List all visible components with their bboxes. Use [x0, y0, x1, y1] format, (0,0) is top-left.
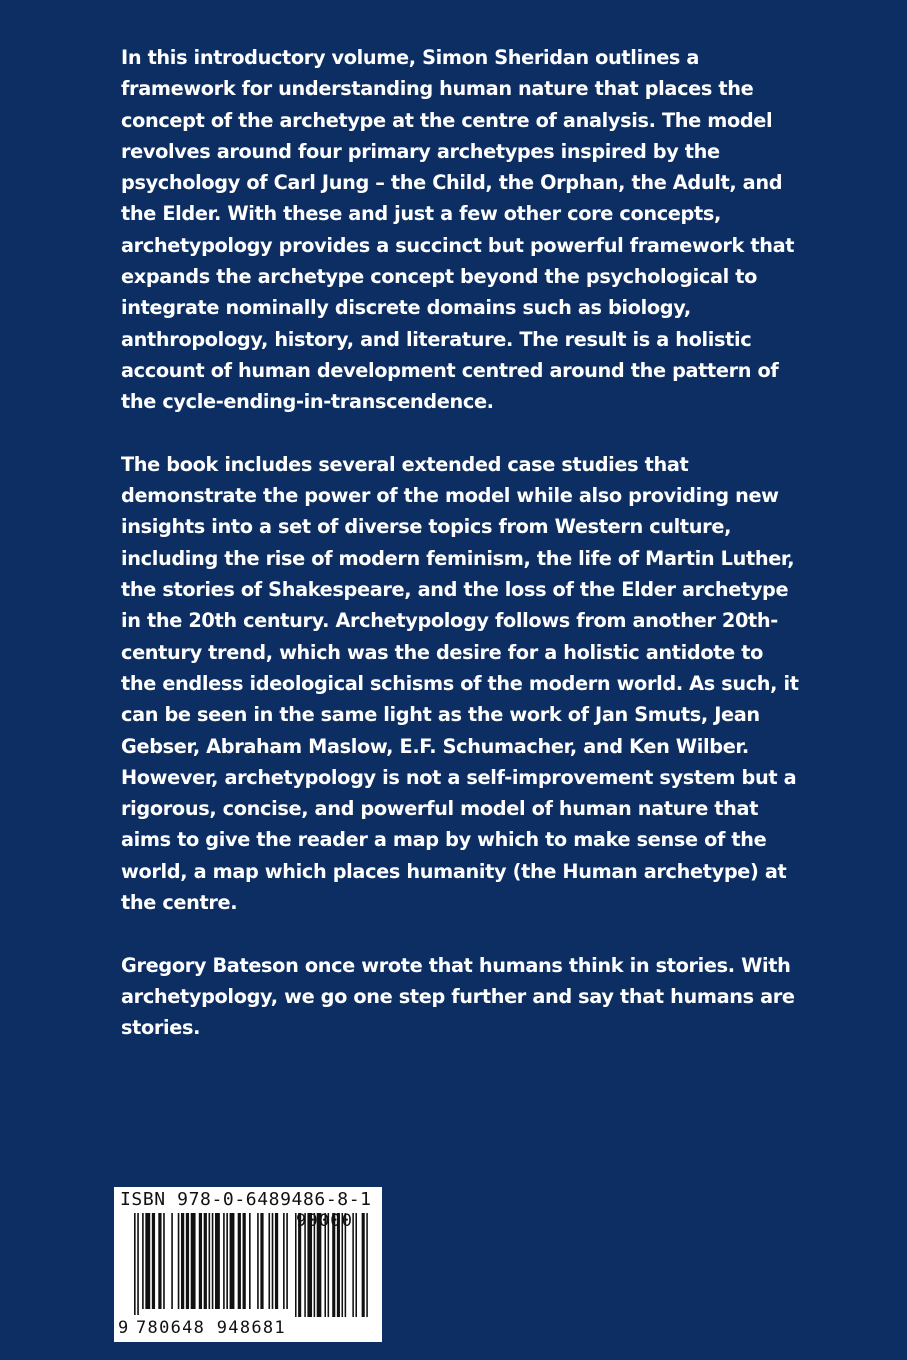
barcode-bar: [191, 1213, 196, 1309]
barcode-bar: [158, 1213, 161, 1309]
barcode-bar: [268, 1213, 270, 1309]
isbn-label: ISBN 978-0-6489486-8-1: [120, 1189, 372, 1210]
barcode-bar: [178, 1213, 180, 1309]
isbn-barcode: [114, 1187, 382, 1342]
barcode-bar: [204, 1213, 207, 1309]
barcode-bar: [355, 1213, 357, 1317]
barcode-bar: [286, 1213, 288, 1309]
barcode-bar: [260, 1213, 263, 1309]
addon-barcode-bars: [295, 1187, 379, 1317]
barcode-bar: [272, 1213, 274, 1309]
barcode-bar: [134, 1213, 136, 1315]
barcode-bar: [283, 1213, 285, 1309]
ean-barcode-bars: [134, 1213, 292, 1317]
barcode-bar: [223, 1213, 225, 1309]
barcode-bar: [215, 1213, 220, 1309]
barcode-bar: [275, 1213, 278, 1309]
barcode-bar: [362, 1213, 365, 1317]
barcode-bar: [181, 1213, 184, 1309]
ean-digits: 780648 948681: [136, 1318, 286, 1338]
barcode-bar: [249, 1213, 251, 1309]
barcode-bar: [199, 1213, 202, 1309]
barcode-bar: [230, 1213, 235, 1309]
barcode-bar: [137, 1213, 139, 1315]
barcode-bar: [209, 1213, 211, 1309]
barcode-bar: [366, 1213, 368, 1317]
barcode-bar: [226, 1213, 228, 1309]
barcode-bar: [145, 1213, 150, 1309]
barcode-bar: [142, 1213, 144, 1309]
cover-blurb: [121, 42, 801, 1075]
barcode-bar: [186, 1213, 189, 1309]
barcode-bar: [163, 1213, 165, 1309]
barcode-bar: [212, 1213, 214, 1309]
blurb-paragraph-3: Gregory Bateson once wrote that humans think in stories. With archetypology, we go one step further and say that humans are stories.: [121, 953, 795, 1040]
addon-code: 90000: [296, 1211, 354, 1231]
blurb-paragraph-1: In this introductory volume, Simon Sheridan outlines a framework for understanding human nature that places the concept of the archetype at the centre of analysis. The model revolves around four primary archetypes inspired by the psychology of Carl Jung – the Child, the Orphan, the Adult, and the Elder. With these and just a few other core concepts, archetypology provides a succinct but powerful framework that expands the archetype concept beyond the psychological to integrate nominally discrete domains such as biology, anthropology, history, and literature. The result is a holistic account of human development centred around the pattern of the cycle-ending-in-transcendence.: [121, 46, 795, 414]
barcode-bar: [257, 1213, 259, 1309]
barcode-bar: [152, 1213, 155, 1309]
barcode-bar: [243, 1213, 246, 1309]
blurb-paragraph-2: The book includes several extended case studies that demonstrate the power of the model while also providing new insights into a set of diverse topics from Western culture, including the rise of modern feminism, the life of Martin Luther, the stories of Shakespeare, and the loss of the Elder archetype in the 20th century. Archetypology follows from another 20th-century trend, which was the desire for a holistic antidote to the endless ideological schisms of the modern world. As such, it can be seen in the same light as the work of Jan Smuts, Jean Gebser, Abraham Maslow, E.F. Schumacher, and Ken Wilber. However, archetypology is not a self-improvement system but a rigorous, concise, and powerful model of human nature that aims to give the reader a map by which to make sense of the world, a map which places humanity (the Human archetype) at the centre.: [121, 452, 799, 915]
barcode-bar: [238, 1213, 241, 1309]
ean-lead-digit: 9: [118, 1318, 129, 1338]
barcode-bar: [171, 1213, 173, 1309]
